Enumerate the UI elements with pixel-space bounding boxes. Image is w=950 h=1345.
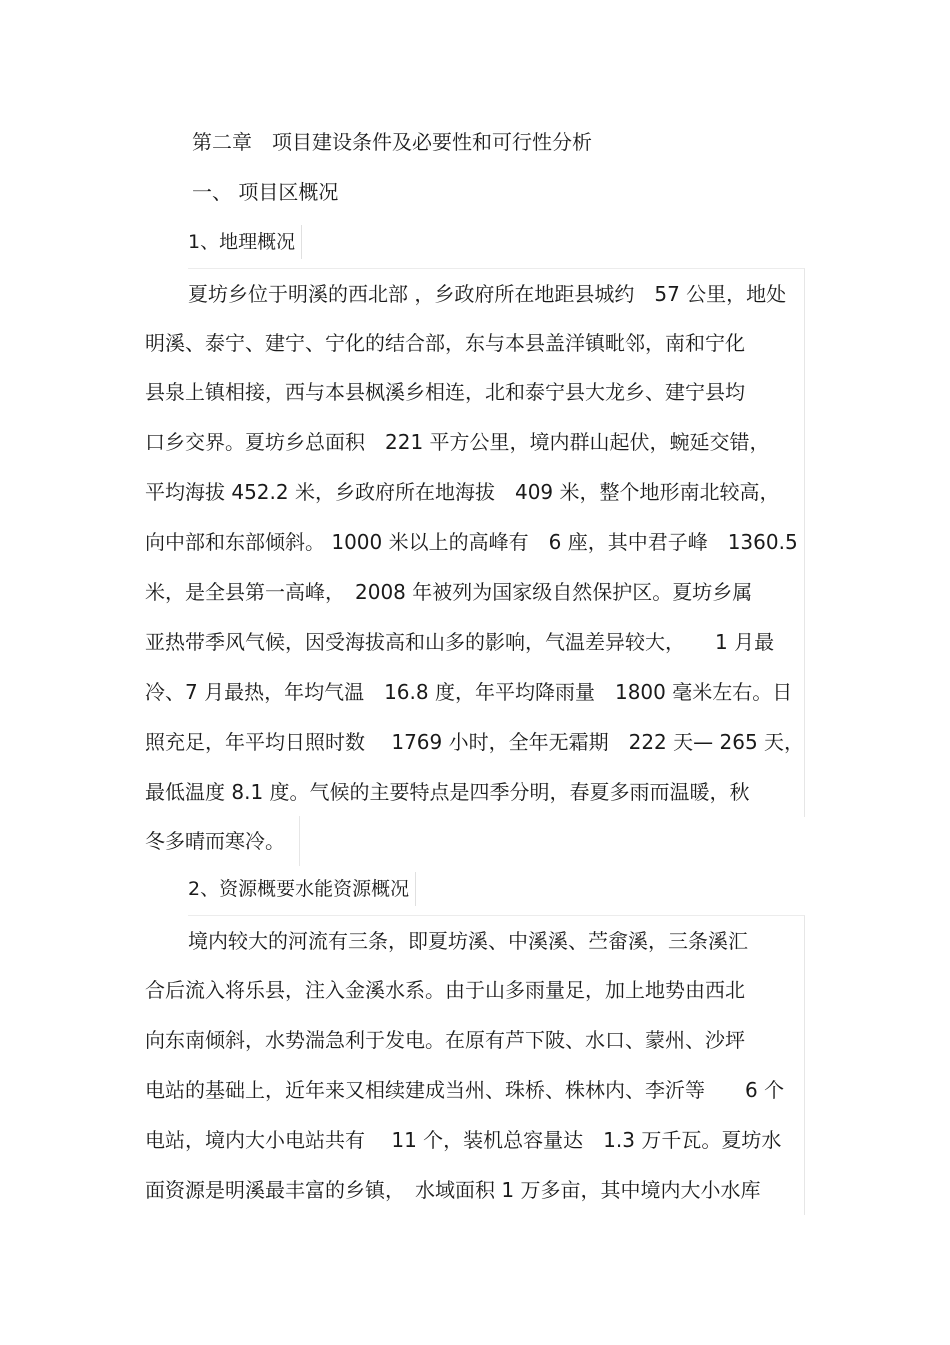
paragraph-line: 电站的基础上，近年来又相续建成当州、珠桥、株林内、李沂等 6 个 (145, 1065, 805, 1115)
paragraph-line: 向东南倾斜，水势湍急利于发电。在原有芦下陂、水口、蒙州、沙坪 (145, 1015, 805, 1065)
paragraph-line: 冬多晴而寒冷。 (145, 816, 300, 866)
paragraph-line: 照充足，年平均日照时数 1769 小时，全年无霜期 222 天— 265 天， (145, 717, 805, 767)
paragraph-line: 夏坊乡位于明溪的西北部 ，乡政府所在地距县城约 57 公里，地处 (188, 268, 805, 318)
paragraph-line: 亚热带季风气候，因受海拔高和山多的影响，气温差异较大， 1 月最 (145, 617, 805, 667)
paragraph-line: 明溪、泰宁、建宁、宁化的结合部，东与本县盖洋镇毗邻，南和宁化 (145, 318, 805, 368)
subsection-title-resources: 2、资源概要水能资源概况 (188, 872, 416, 906)
paragraph-line: 向中部和东部倾斜。 1000 米以上的高峰有 6 座，其中君子峰 1360.5 (145, 517, 805, 567)
paragraph-line: 境内较大的河流有三条，即夏坊溪、中溪溪、苎畲溪，三条溪汇 (188, 915, 805, 965)
section-title: 一、 项目区概况 (192, 180, 339, 204)
paragraph-line: 冷、7 月最热，年均气温 16.8 度，年平均降雨量 1800 毫米左右。日 (145, 667, 805, 717)
paragraph-line: 最低温度 8.1 度。气候的主要特点是四季分明，春夏多雨而温暖，秋 (145, 767, 805, 817)
paragraph-line: 县泉上镇相接，西与本县枫溪乡相连，北和泰宁县大龙乡、建宁县均 (145, 367, 805, 417)
subsection-title-geography: 1、地理概况 (188, 225, 302, 259)
paragraph-line: 面资源是明溪最丰富的乡镇， 水域面积 1 万多亩，其中境内大小水库 (145, 1165, 805, 1215)
paragraph-line: 平均海拔 452.2 米，乡政府所在地海拔 409 米，整个地形南北较高， (145, 467, 805, 517)
paragraph-line: 米，是全县第一高峰， 2008 年被列为国家级自然保护区。夏坊乡属 (145, 567, 805, 617)
paragraph-line: 口乡交界。夏坊乡总面积 221 平方公里，境内群山起伏，蜿延交错， (145, 417, 805, 467)
paragraph-line: 电站，境内大小电站共有 11 个，装机总容量达 1.3 万千瓦。夏坊水 (145, 1115, 805, 1165)
chapter-title: 第二章 项目建设条件及必要性和可行性分析 (192, 130, 592, 154)
paragraph-line: 合后流入将乐县，注入金溪水系。由于山多雨量足，加上地势由西北 (145, 965, 805, 1015)
